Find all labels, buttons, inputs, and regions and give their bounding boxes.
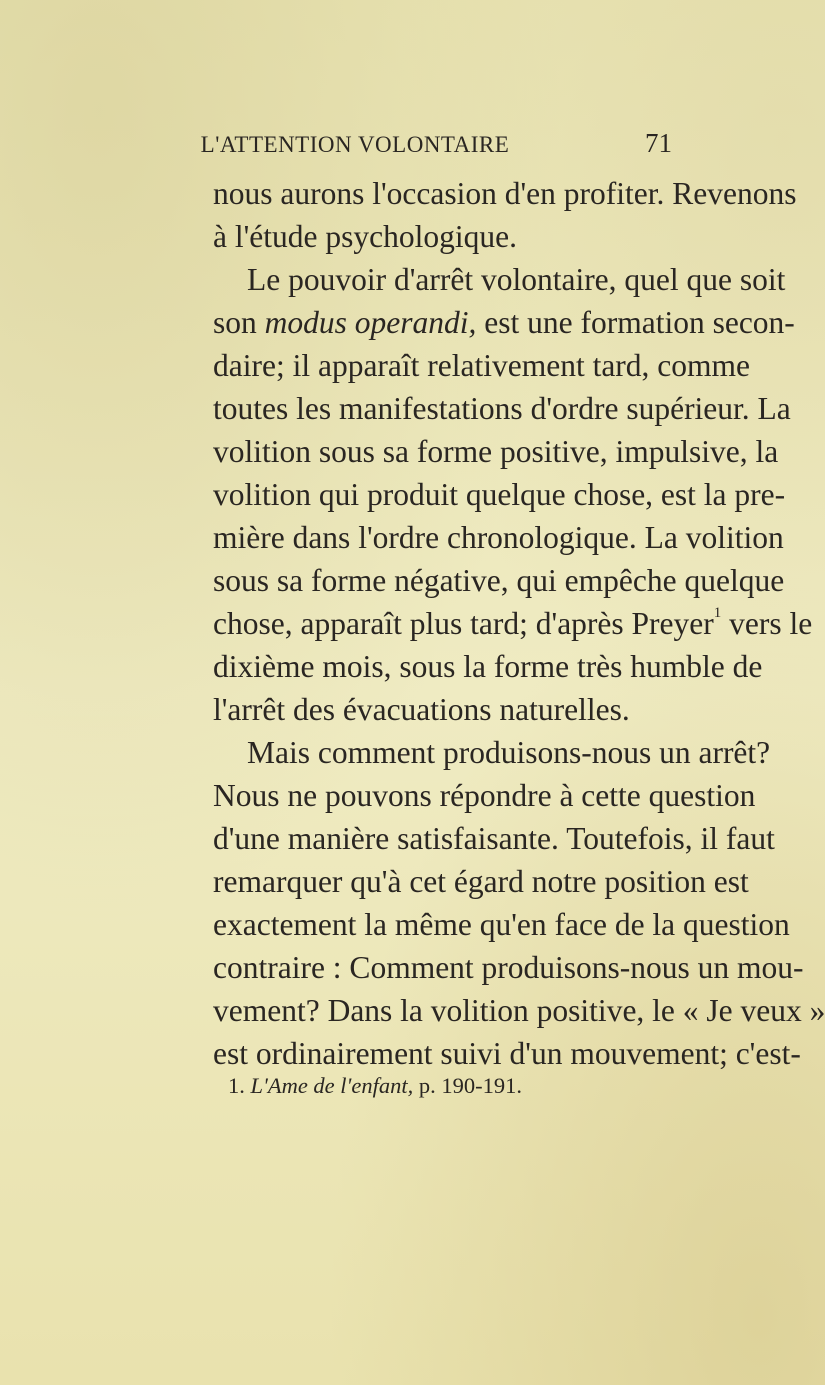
- running-title: L'ATTENTION VOLONTAIRE: [200, 132, 510, 157]
- text-line: Le pouvoir d'arrêt volontaire, quel que soit: [247, 262, 786, 297]
- footnote-reference: p. 190-191.: [418, 1073, 522, 1098]
- text-line: mière dans l'ordre chronologique. La volition: [213, 520, 784, 555]
- text-fragment: vers le: [729, 606, 813, 641]
- text-line: à l'étude psychologique.: [213, 219, 517, 254]
- footnote-number: 1.: [228, 1073, 245, 1098]
- text-line: nous aurons l'occasion d'en profiter. Revenons: [213, 176, 797, 211]
- body-text: [213, 172, 825, 1075]
- text-line: daire; il apparaît relativement tard, comme: [213, 348, 751, 383]
- text-fragment: chose, apparaît plus tard; d'après Preyer: [213, 606, 714, 641]
- footnote-title: L'Ame de l'enfant,: [250, 1073, 414, 1098]
- text-line: [213, 301, 795, 344]
- text-line: remarquer qu'à cet égard notre position est: [213, 864, 749, 899]
- text-line: est ordinairement suivi d'un mouvement; c'est-: [213, 1036, 801, 1071]
- text-line: [213, 602, 813, 645]
- text-line: exactement la même qu'en face de la question: [213, 907, 790, 942]
- text-fragment: est une formation secon-: [484, 305, 795, 340]
- text-line: vement? Dans la volition positive, le « Je veux »: [213, 993, 825, 1028]
- text-line: l'arrêt des évacuations naturelles.: [213, 692, 630, 727]
- text-fragment: son: [213, 305, 257, 340]
- footnote-marker: 1: [713, 605, 722, 621]
- text-line: contraire : Comment produisons-nous un mou-: [213, 950, 804, 985]
- text-line: toutes les manifestations d'ordre supérieur. La: [213, 391, 791, 426]
- running-head: [0, 128, 800, 168]
- text-line: d'une manière satisfaisante. Toutefois, il faut: [213, 821, 775, 856]
- text-line: Mais comment produisons-nous un arrêt?: [247, 735, 771, 770]
- text-line: sous sa forme négative, qui empêche quelque: [213, 563, 785, 598]
- page-number: 71: [645, 128, 672, 158]
- text-line: volition qui produit quelque chose, est la pre-: [213, 477, 786, 512]
- text-line: volition sous sa forme positive, impulsive, la: [213, 434, 779, 469]
- text-line: Nous ne pouvons répondre à cette question: [213, 778, 756, 813]
- italic-phrase: modus operandi,: [264, 305, 477, 340]
- footnote: [228, 1073, 522, 1099]
- text-line: dixième mois, sous la forme très humble de: [213, 649, 763, 684]
